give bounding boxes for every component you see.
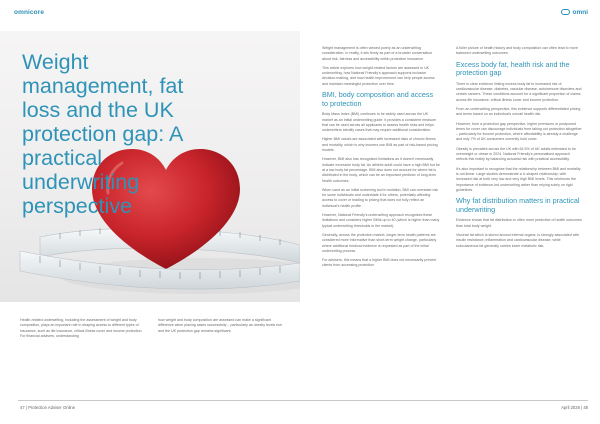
- paragraph: There is clear evidence linking excess body fat to increased risk of cardiovascular disease, diabetes, vascular disease, autoimmune disorders and certain cancers. These conditions account for a significant proportion of claims across life insurance, critical illness cover and income protection.: [456, 81, 582, 102]
- omni-logo-text: omni: [572, 9, 588, 16]
- hero-title: Weight management, fat loss and the UK protection gap: A practical underwriting perspective: [22, 50, 184, 218]
- footer-divider: [18, 400, 588, 401]
- center-column: [322, 46, 440, 273]
- paragraph: Weight management is often viewed purely as an underwriting consideration. In reality, it sits firmly as part of a broader conversation about risk, fairness and accessibility within protection insurance.: [322, 46, 433, 61]
- omnicore-logo: omnicore: [14, 9, 45, 16]
- intro-continued-column: [158, 318, 286, 338]
- intro-paragraph: Health-related underwriting, including the assessment of weight and body composition, plays an important role in shaping access to different types of insurance, such as life insurance, critical illness cover and income protection. For financial advisers, understanding: [20, 318, 143, 338]
- footer-right: April 2026 | 48: [561, 405, 588, 410]
- omni-mark-icon: [561, 9, 570, 15]
- paragraph: Obesity is prevalent across the UK with 64.5% of UK adults estimated to be overweight or obese in 2024. National Friendly's personalised approach reflects this reality by balancing actuarial risk with practical accessibility.: [456, 146, 576, 162]
- paragraph: It's also important to recognise that the relationship between BMI and mortality is not linear. Large studies demonstrate a U-shaped relationship, with increased risk at both very low and very high BMI levels. This reinforces the importance of evidence-led underwriting rather than relying solely on rigid guidelines.: [456, 166, 581, 192]
- paragraph: However, from a protection gap perspective, higher premiums or postponed terms for cover can discourage individuals from taking out protection altogether – particularly for income protection, where affordability is already a challenge and only 7% of UK consumers currently hold cover.: [456, 121, 582, 142]
- section-heading-bmi: BMI, body composition and access to protection: [322, 90, 434, 108]
- paragraph: Generally, across the protection market, longer-term health patterns are considered more informative than short-term weight change, particularly where additional medical evidence is requested as part of the initial underwriting process.: [322, 232, 437, 253]
- section-heading-fat-distribution: Why fat distribution matters in practical underwriting: [456, 196, 580, 214]
- intro-column: [20, 318, 148, 343]
- section-heading-excess-body-fat: Excess body fat, health risk and the protection gap: [456, 59, 570, 78]
- paragraph: A fuller picture of health history and body composition can often lead to more balanced underwriting outcomes.: [456, 46, 578, 56]
- omni-logo: [561, 9, 588, 16]
- hero-panel: [0, 31, 300, 302]
- footer-left: 47 | Protection Adviser Online: [20, 405, 76, 410]
- paragraph: For advisers, this means that a higher BMI does not necessarily prevent clients from accessing protection: [322, 258, 437, 268]
- paragraph: However, BMI also has recognised limitations as it doesn't necessarily indicate excessive body fat. An athletic adult could have a high BMI but be at a low body fat percentage. BMI also does not account for where fat is distributed in the body, which can be an important predictor of long-term health outcomes.: [322, 157, 440, 183]
- paragraph: From an underwriting perspective, this evidence supports differentiated pricing and terms based on an individual's overall health risk.: [456, 106, 581, 117]
- intro-continued-paragraph: how weight and body composition are assessed can make a significant difference when placing cases successfully – particularly as obesity levels rise and the UK protection gap remains significant.: [158, 318, 282, 333]
- paragraph: Body Mass Index (BMI) continues to be widely used across the UK market as an initial underwriting guide. It provides a consistent measure that can be used across all applicants to assess health risks and helps underwriters identify cases that may require additional consideration.: [322, 112, 437, 133]
- paragraph: However, National Friendly's underwriting approach recognises these limitations and considers higher BMIs up to 40 (which is higher than many typical underwriting thresholds in the market).: [322, 213, 440, 228]
- right-column: [456, 46, 582, 253]
- paragraph: When used as an initial screening tool in isolation, BMI can overstate risk for some individuals and understate it for others, potentially affecting access to cover or leading to pricing that does not fully reflect an individual's health profile.: [322, 187, 439, 208]
- paragraph: Higher BMI values are associated with increased risks of chronic illness and mortality, which is why insurers use BMI as part of risk-based pricing models.: [322, 137, 438, 153]
- paragraph: Visceral fat which is stored around internal organs, is strongly associated with insulin resistance, inflammation and cardiovascular disease, while subcutaneous fat generally carries lower metabolic risk.: [456, 232, 580, 248]
- paragraph: Evidence shows that fat distribution is often more predictive of health outcomes than total body weight.: [456, 218, 582, 228]
- paragraph: This article explores how weight-related factors are assessed in UK underwriting, how National Friendly's approach supports inclusive decision-making, and how health improvement can help people access and maintain meaningful protection over time.: [322, 65, 435, 86]
